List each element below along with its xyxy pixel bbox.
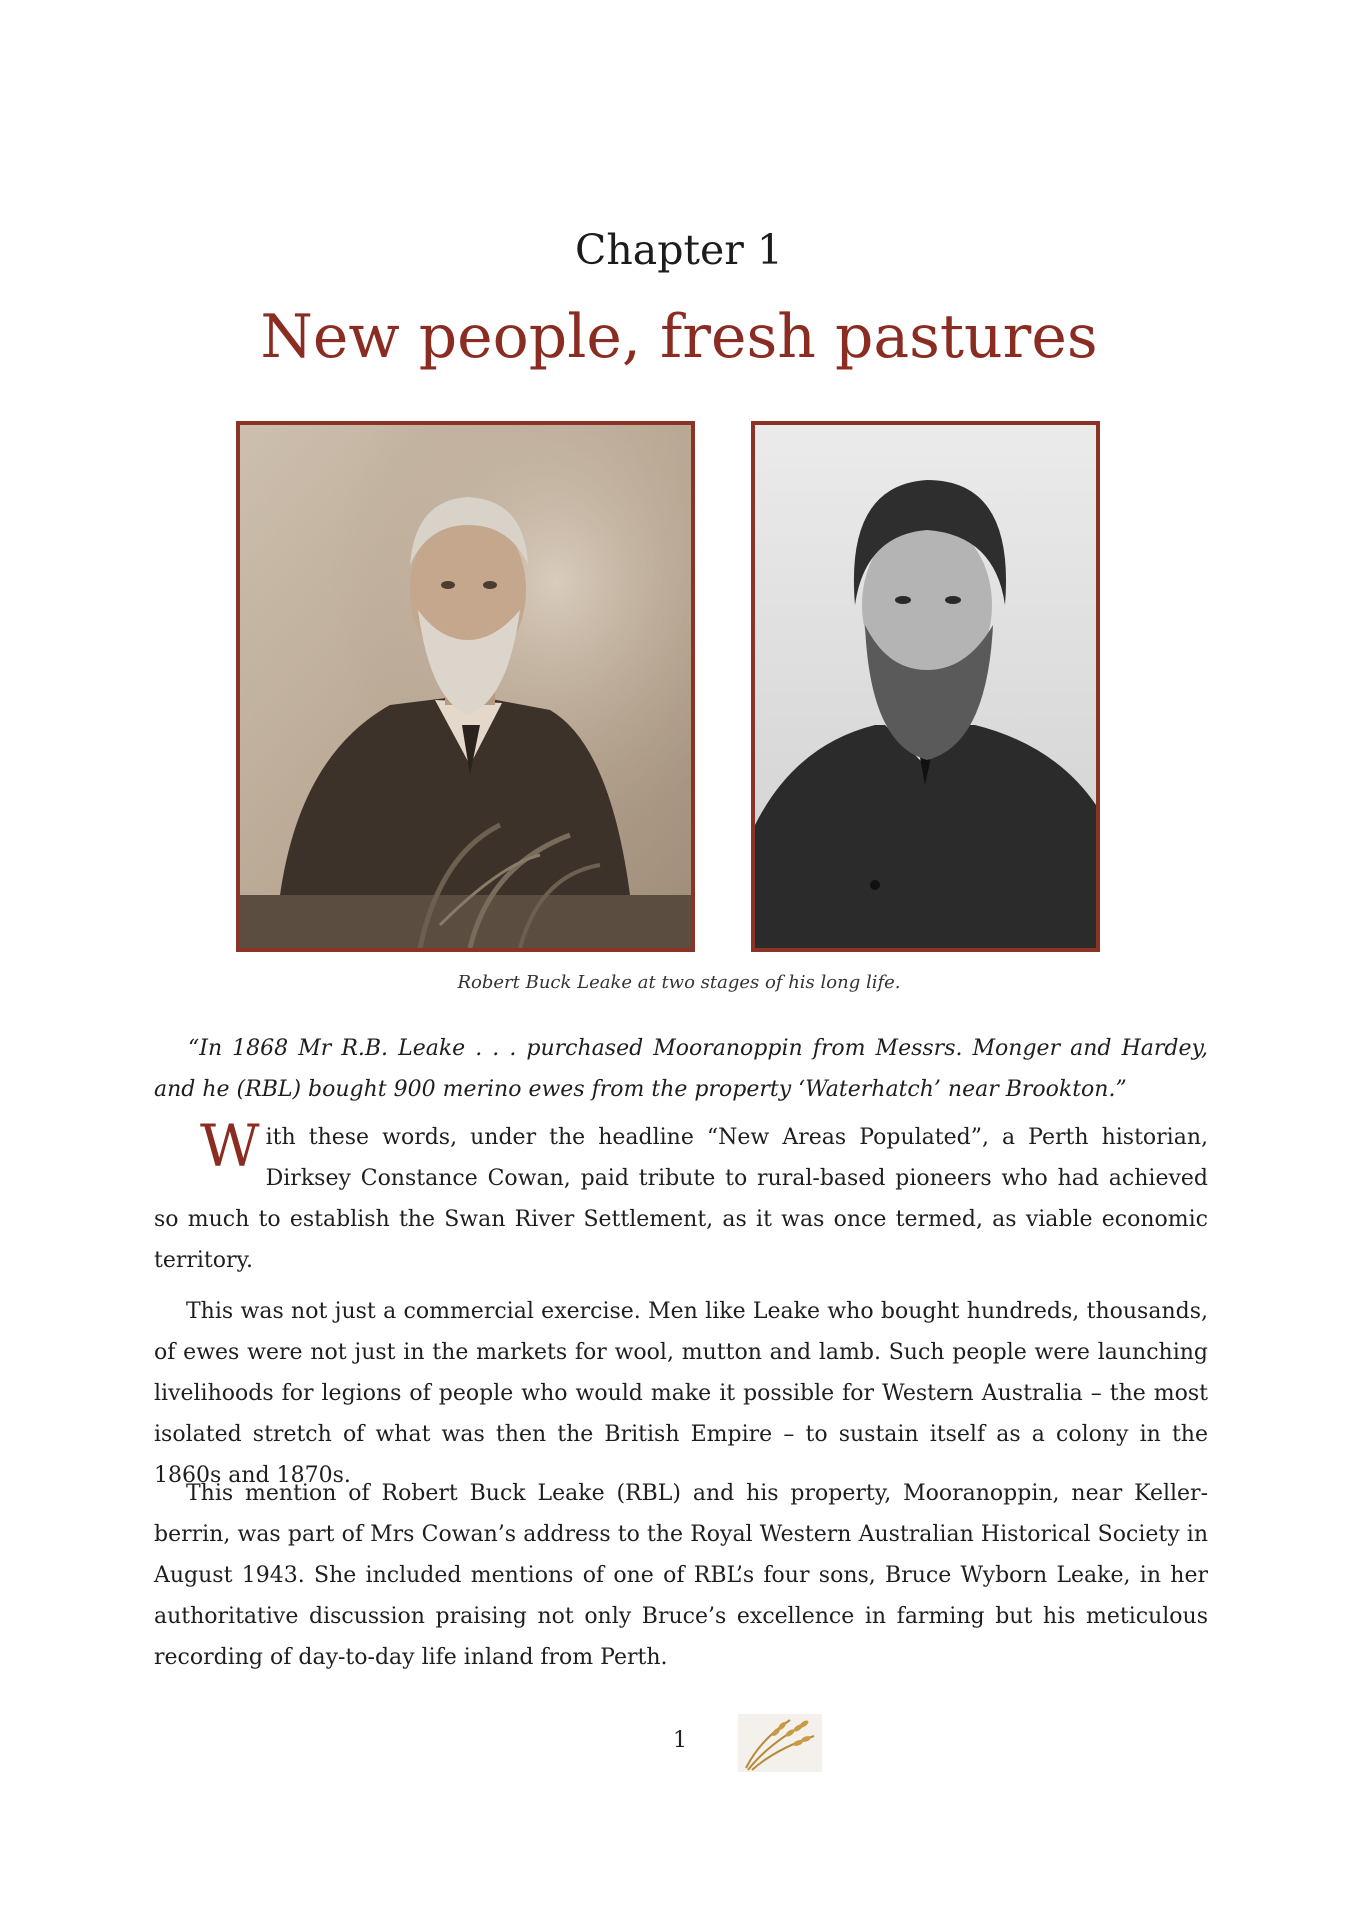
- page-number: 1: [673, 1728, 687, 1753]
- paragraph-2: This was not just a commercial exercise. Men like Leake who bought hundreds, thousands, of ewes were not just in the markets for wool, mutton and lamb. Such people were launching livelihoods for legions of people who would make it possible for Western Australia – the most isolated stretch of what was then the British Empire – to sustain itself as a colony in the 1860s and 1870s.: [154, 1299, 1208, 1488]
- figure-caption: Robert Buck Leake at two stages of his long life.: [457, 972, 901, 993]
- bw-portrait-image: [755, 425, 1096, 948]
- drop-cap: W: [200, 1112, 260, 1180]
- paragraph-1: [154, 1112, 1208, 1281]
- photo-older-portrait: [236, 421, 695, 952]
- paragraph-3: This mention of Robert Buck Leake (RBL) and his property, Mooranoppin, near Keller-berrin, was part of Mrs Cowan’s address to the Royal Western Australian Historical Society in August 1943. She included mentions of one of RBL’s four sons, Bruce Wyborn Leake, in her authoritative discussion praising not only Bruce’s excellence in farming but his meticulous recording of day-to-day life inland from Perth.: [154, 1481, 1208, 1670]
- chapter-label: Chapter 1: [575, 226, 783, 274]
- paragraph-1-text: ith these words, under the headline “New Areas Populated”, a Perth historian, Dirksey Constance Cowan, paid tribute to rural-based pioneers who had achieved so much to establish the Swan River Settlement, as it was once termed, as viable economic territory.: [154, 1125, 1208, 1273]
- opening-quote: “In 1868 Mr R.B. Leake . . . purchased Mooranoppin from Messrs. Monger and Hardey, and he (RBL) bought 900 merino ewes from the property ‘Waterhatch’ near Brookton.”: [154, 1036, 1208, 1102]
- sepia-portrait-image: [240, 425, 691, 948]
- wheat-icon: [738, 1714, 822, 1772]
- chapter-title: New people, fresh pastures: [260, 302, 1098, 372]
- photo-younger-portrait: [751, 421, 1100, 952]
